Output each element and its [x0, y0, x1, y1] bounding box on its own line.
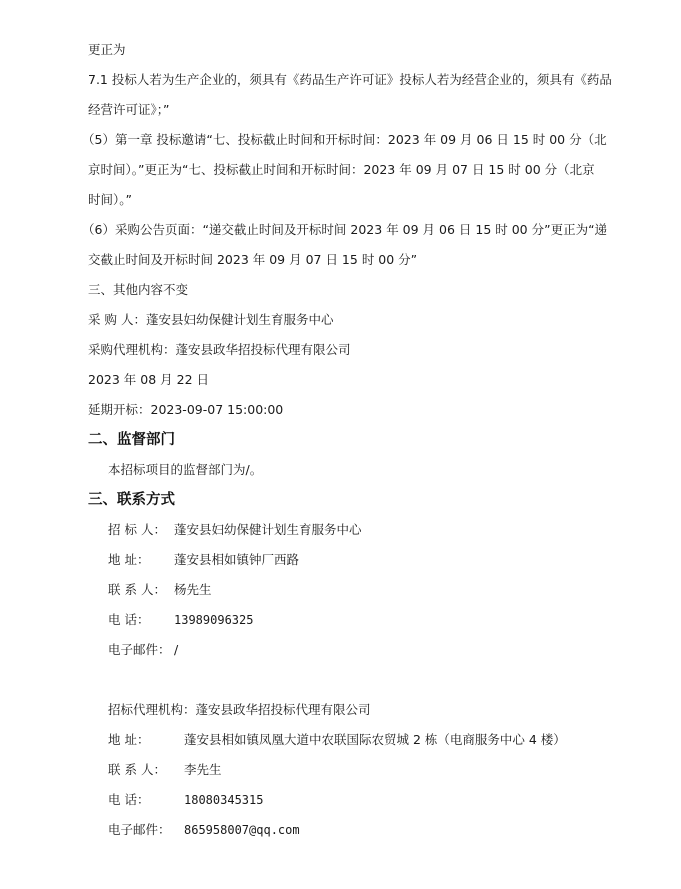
body-line: 时间）。” — [88, 192, 132, 207]
label: 招 标 人： — [108, 522, 166, 537]
agency-line: 采购代理机构：蓬安县政华招投标代理有限公司 — [88, 342, 351, 357]
tenderer-address-row — [108, 552, 299, 568]
tenderer-name-row — [108, 522, 362, 538]
agency-contact: 李先生 — [184, 762, 222, 777]
body-line: （6）采购公告页面：“递交截止时间及开标时间 2023 年 09 月 06 日 15 时 00 分”更正为“递 — [82, 222, 608, 237]
label: 电子邮件： — [108, 642, 171, 657]
agency-name-row — [108, 702, 371, 718]
tenderer-address: 蓬安县相如镇钟厂西路 — [174, 552, 300, 567]
label: 联 系 人： — [108, 762, 166, 777]
body-line: 更正为 — [88, 42, 126, 57]
supervision-heading: 二、监督部门 — [88, 432, 175, 448]
date-line: 2023 年 08 月 22 日 — [88, 372, 209, 387]
tenderer-name: 蓬安县妇幼保健计划生育服务中心 — [174, 522, 362, 537]
body-line: 京时间）。”更正为“七、投标截止时间和开标时间：2023 年 09 月 07 日 15 时 00 分（北京 — [88, 162, 595, 177]
label: 电 话： — [108, 792, 150, 807]
agency-phone: 18080345315 — [184, 793, 264, 807]
body-line: 三、其他内容不变 — [88, 282, 189, 297]
tenderer-email-row — [108, 642, 178, 658]
tenderer-phone-row — [108, 612, 253, 628]
agency-address: 蓬安县相如镇凤凰大道中农联国际农贸城 2 栋（电商服务中心 4 楼） — [184, 732, 566, 747]
body-line: 经营许可证》；” — [88, 102, 170, 117]
agency-contact-row — [108, 762, 222, 778]
supervision-text: 本招标项目的监督部门为/。 — [108, 462, 263, 477]
tenderer-contact: 杨先生 — [174, 582, 212, 597]
purchaser-line: 采 购 人：蓬安县妇幼保健计划生育服务中心 — [88, 312, 334, 327]
tenderer-contact-row — [108, 582, 212, 598]
label: 招标代理机构： — [108, 702, 196, 717]
label: 地 址： — [108, 552, 150, 567]
body-line: 交截止时间及开标时间 2023 年 09 月 07 日 15 时 00 分” — [88, 252, 418, 267]
tenderer-email: / — [174, 642, 179, 657]
postponed-opening-line: 延期开标：2023-09-07 15:00:00 — [88, 402, 284, 417]
body-line: 7.1 投标人若为生产企业的，须具有《药品生产许可证》投标人若为经营企业的，须具有《药品 — [88, 72, 612, 87]
agency-phone-row — [108, 792, 263, 808]
tenderer-phone: 13989096325 — [174, 613, 254, 627]
agency-email-link[interactable]: 865958007@qq.com — [184, 823, 300, 837]
contact-heading: 三、联系方式 — [88, 492, 175, 508]
body-line: （5）第一章 投标邀请“七、投标截止时间和开标时间：2023 年 09 月 06 日 15 时 00 分（北 — [82, 132, 607, 147]
label: 联 系 人： — [108, 582, 166, 597]
label: 地 址： — [108, 732, 150, 747]
label: 电 话： — [108, 612, 150, 627]
label: 电子邮件： — [108, 822, 171, 837]
agency-name: 蓬安县政华招投标代理有限公司 — [195, 702, 371, 717]
agency-email-row — [108, 822, 300, 838]
agency-address-row — [108, 732, 566, 748]
